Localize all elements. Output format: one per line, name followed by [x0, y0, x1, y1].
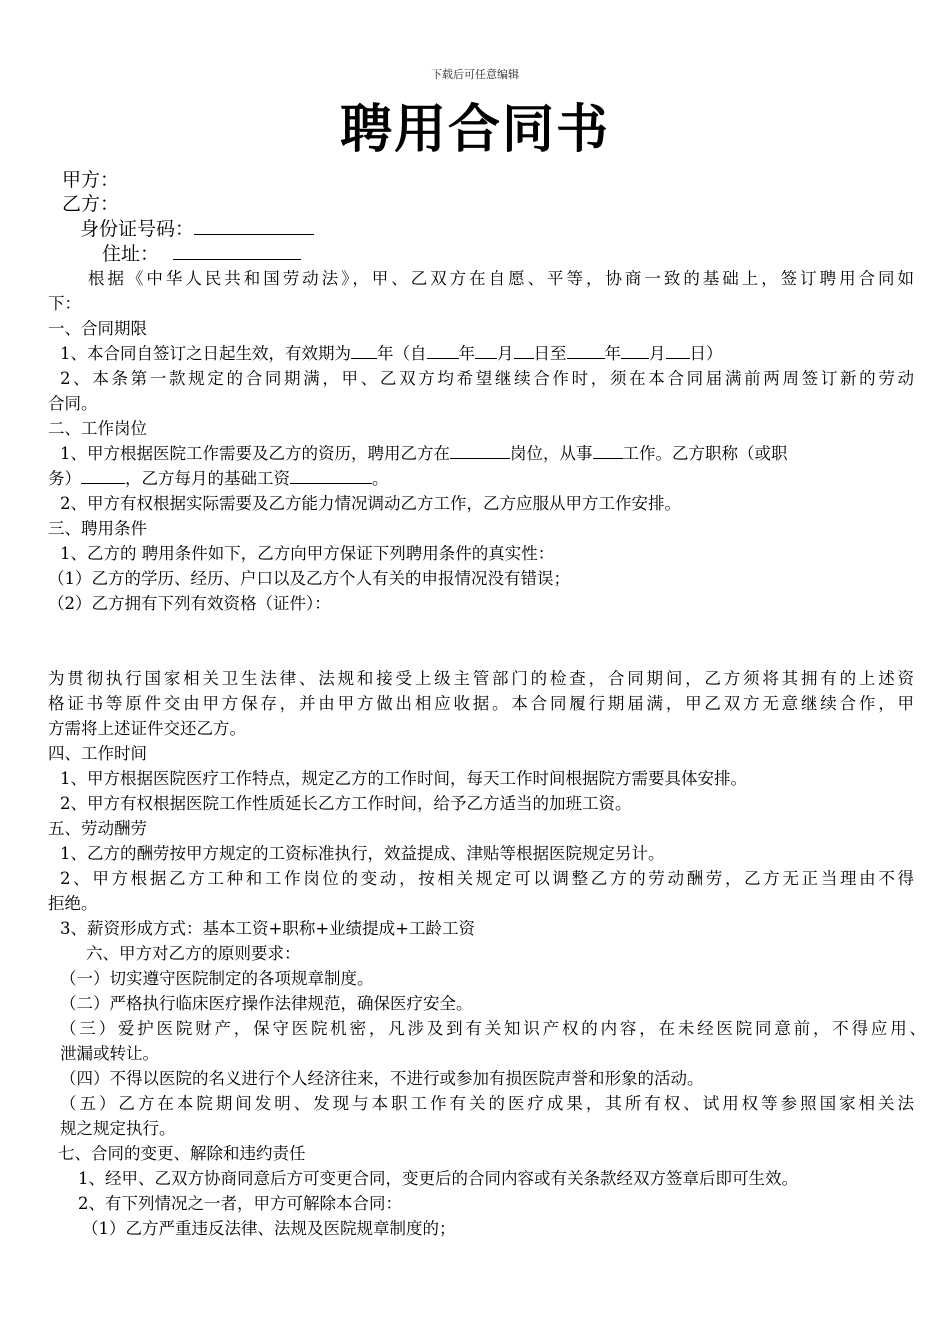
blank	[514, 343, 534, 359]
section-5-clause-3: 3、薪资形成方式：基本工资+职称+业绩提成+工龄工资	[60, 919, 475, 938]
section-3-para-line-1: 为贯彻执行国家相关卫生法律、法规和接受上级主管部门的检查，合同期间，乙方须将其拥有的上述资	[48, 669, 914, 688]
party-a-label: 甲方：	[62, 169, 120, 191]
text: 岗位，从事	[510, 444, 593, 463]
section-6-item-3-line-1: （三）爱护医院财产，保守医院机密，凡涉及到有关知识产权的内容，在未经医院同意前，不得应用、	[60, 1019, 926, 1038]
section-6-item-2: （二）严格执行临床医疗操作法律规范，确保医疗安全。	[60, 994, 473, 1013]
section-1-clause-1	[60, 342, 723, 366]
section-6-item-4: （四）不得以医院的名义进行个人经济往来，不进行或参加有损医院声誉和形象的活动。	[60, 1069, 704, 1088]
text: 年	[458, 344, 475, 363]
section-3-heading: 三、聘用条件	[48, 519, 147, 538]
section-7-clause-2: 2、有下列情况之一者，甲方可解除本合同：	[78, 1194, 402, 1213]
text: 日至	[533, 344, 567, 363]
section-3-para-line-3: 方需将上述证件交还乙方。	[48, 719, 246, 738]
section-6-heading: 六、甲方对乙方的原则要求：	[86, 944, 301, 963]
section-6-item-5-line-2: 规之规定执行。	[60, 1119, 176, 1138]
section-6-item-3-line-2: 泄漏或转让。	[60, 1044, 159, 1063]
text: 工作。乙方职称（或职	[622, 444, 788, 463]
blank	[475, 343, 497, 359]
address-label: 住址：	[102, 243, 160, 265]
salary-blank	[290, 468, 372, 484]
blank	[567, 343, 605, 359]
section-6-item-5-line-1: （五）乙方在本院期间发明、发现与本职工作有关的医疗成果，其所有权、试用权等参照国家相关法	[60, 1094, 914, 1113]
title-blank	[81, 468, 125, 484]
section-4-heading: 四、工作时间	[48, 744, 147, 763]
section-2-clause-1-line-2	[48, 467, 389, 491]
section-7-heading: 七、合同的变更、解除和违约责任	[58, 1144, 306, 1163]
text: ，乙方每月的基础工资	[125, 469, 290, 488]
address-field	[102, 242, 301, 266]
blank	[427, 343, 459, 359]
section-7-item-1: （1）乙方严重违反法律、法规及医院规章制度的；	[82, 1219, 456, 1238]
work-blank	[593, 443, 623, 459]
section-2-clause-1-line-1	[60, 442, 788, 466]
text: 年（自	[377, 344, 427, 363]
text: 1、甲方根据医院工作需要及乙方的资历，聘用乙方在	[60, 444, 450, 463]
text: 。	[372, 469, 389, 488]
text: 月	[497, 344, 514, 363]
id-number-field	[80, 217, 314, 241]
text: 月	[649, 344, 666, 363]
section-1-heading: 一、合同期限	[48, 319, 147, 338]
section-2-heading: 二、工作岗位	[48, 419, 147, 438]
text: 日）	[689, 344, 723, 363]
blank	[621, 343, 649, 359]
party-b-label: 乙方：	[62, 193, 120, 215]
section-3-para-line-2: 格证书等原件交由甲方保存，并由甲方做出相应收据。本合同履行期届满，甲乙双方无意继续合作，甲	[48, 694, 914, 713]
post-blank	[450, 443, 510, 459]
document-title: 聘用合同书	[339, 100, 610, 160]
intro-line-2: 下：	[48, 294, 81, 313]
section-3-item-1: （1）乙方的学历、经历、户口以及乙方个人有关的申报情况没有错误；	[48, 569, 570, 588]
section-5-clause-2-line-2: 拒绝。	[48, 894, 98, 913]
section-3-item-2: （2）乙方拥有下列有效资格（证件）：	[48, 594, 331, 613]
id-number-label: 身份证号码：	[80, 218, 195, 240]
section-1-clause-2-line-1: 2、本条第一款规定的合同期满，甲、乙双方均希望继续合作时，须在本合同届满前两周签订新的劳动	[60, 369, 914, 388]
section-4-clause-1: 1、甲方根据医院医疗工作特点，规定乙方的工作时间，每天工作时间根据院方需要具体安排。	[60, 769, 747, 788]
section-5-clause-2-line-1: 2、甲方根据乙方工种和工作岗位的变动，按相关规定可以调整乙方的劳动酬劳，乙方无正当理由不得	[60, 869, 914, 888]
id-number-blank	[194, 219, 314, 235]
section-5-heading: 五、劳动酬劳	[48, 819, 147, 838]
blank	[351, 343, 377, 359]
section-6-item-1: （一）切实遵守医院制定的各项规章制度。	[60, 969, 374, 988]
section-3-clause-1: 1、乙方的 聘用条件如下，乙方向甲方保证下列聘用条件的真实性：	[60, 544, 555, 563]
section-7-clause-1: 1、经甲、乙双方协商同意后方可变更合同，变更后的合同内容或有关条款经双方签章后即可生效。	[78, 1169, 798, 1188]
intro-line-1: 根据《中华人民共和国劳动法》，甲、乙双方在自愿、平等，协商一致的基础上，签订聘用合同如	[88, 269, 914, 288]
section-4-clause-2: 2、甲方有权根据医院工作性质延长乙方工作时间，给予乙方适当的加班工资。	[60, 794, 632, 813]
text: 1、本合同自签订之日起生效，有效期为	[60, 344, 351, 363]
blank	[666, 343, 690, 359]
section-2-clause-2: 2、甲方有权根据实际需要及乙方能力情况调动乙方工作，乙方应服从甲方工作安排。	[60, 494, 681, 513]
address-blank	[173, 244, 301, 260]
section-1-clause-2-line-2: 合同。	[48, 394, 98, 413]
text: 务）	[48, 469, 81, 488]
text: 年	[604, 344, 621, 363]
page-header-note: 下载后可任意编辑	[431, 68, 519, 81]
section-5-clause-1: 1、乙方的酬劳按甲方规定的工资标准执行，效益提成、津贴等根据医院规定另计。	[60, 844, 665, 863]
